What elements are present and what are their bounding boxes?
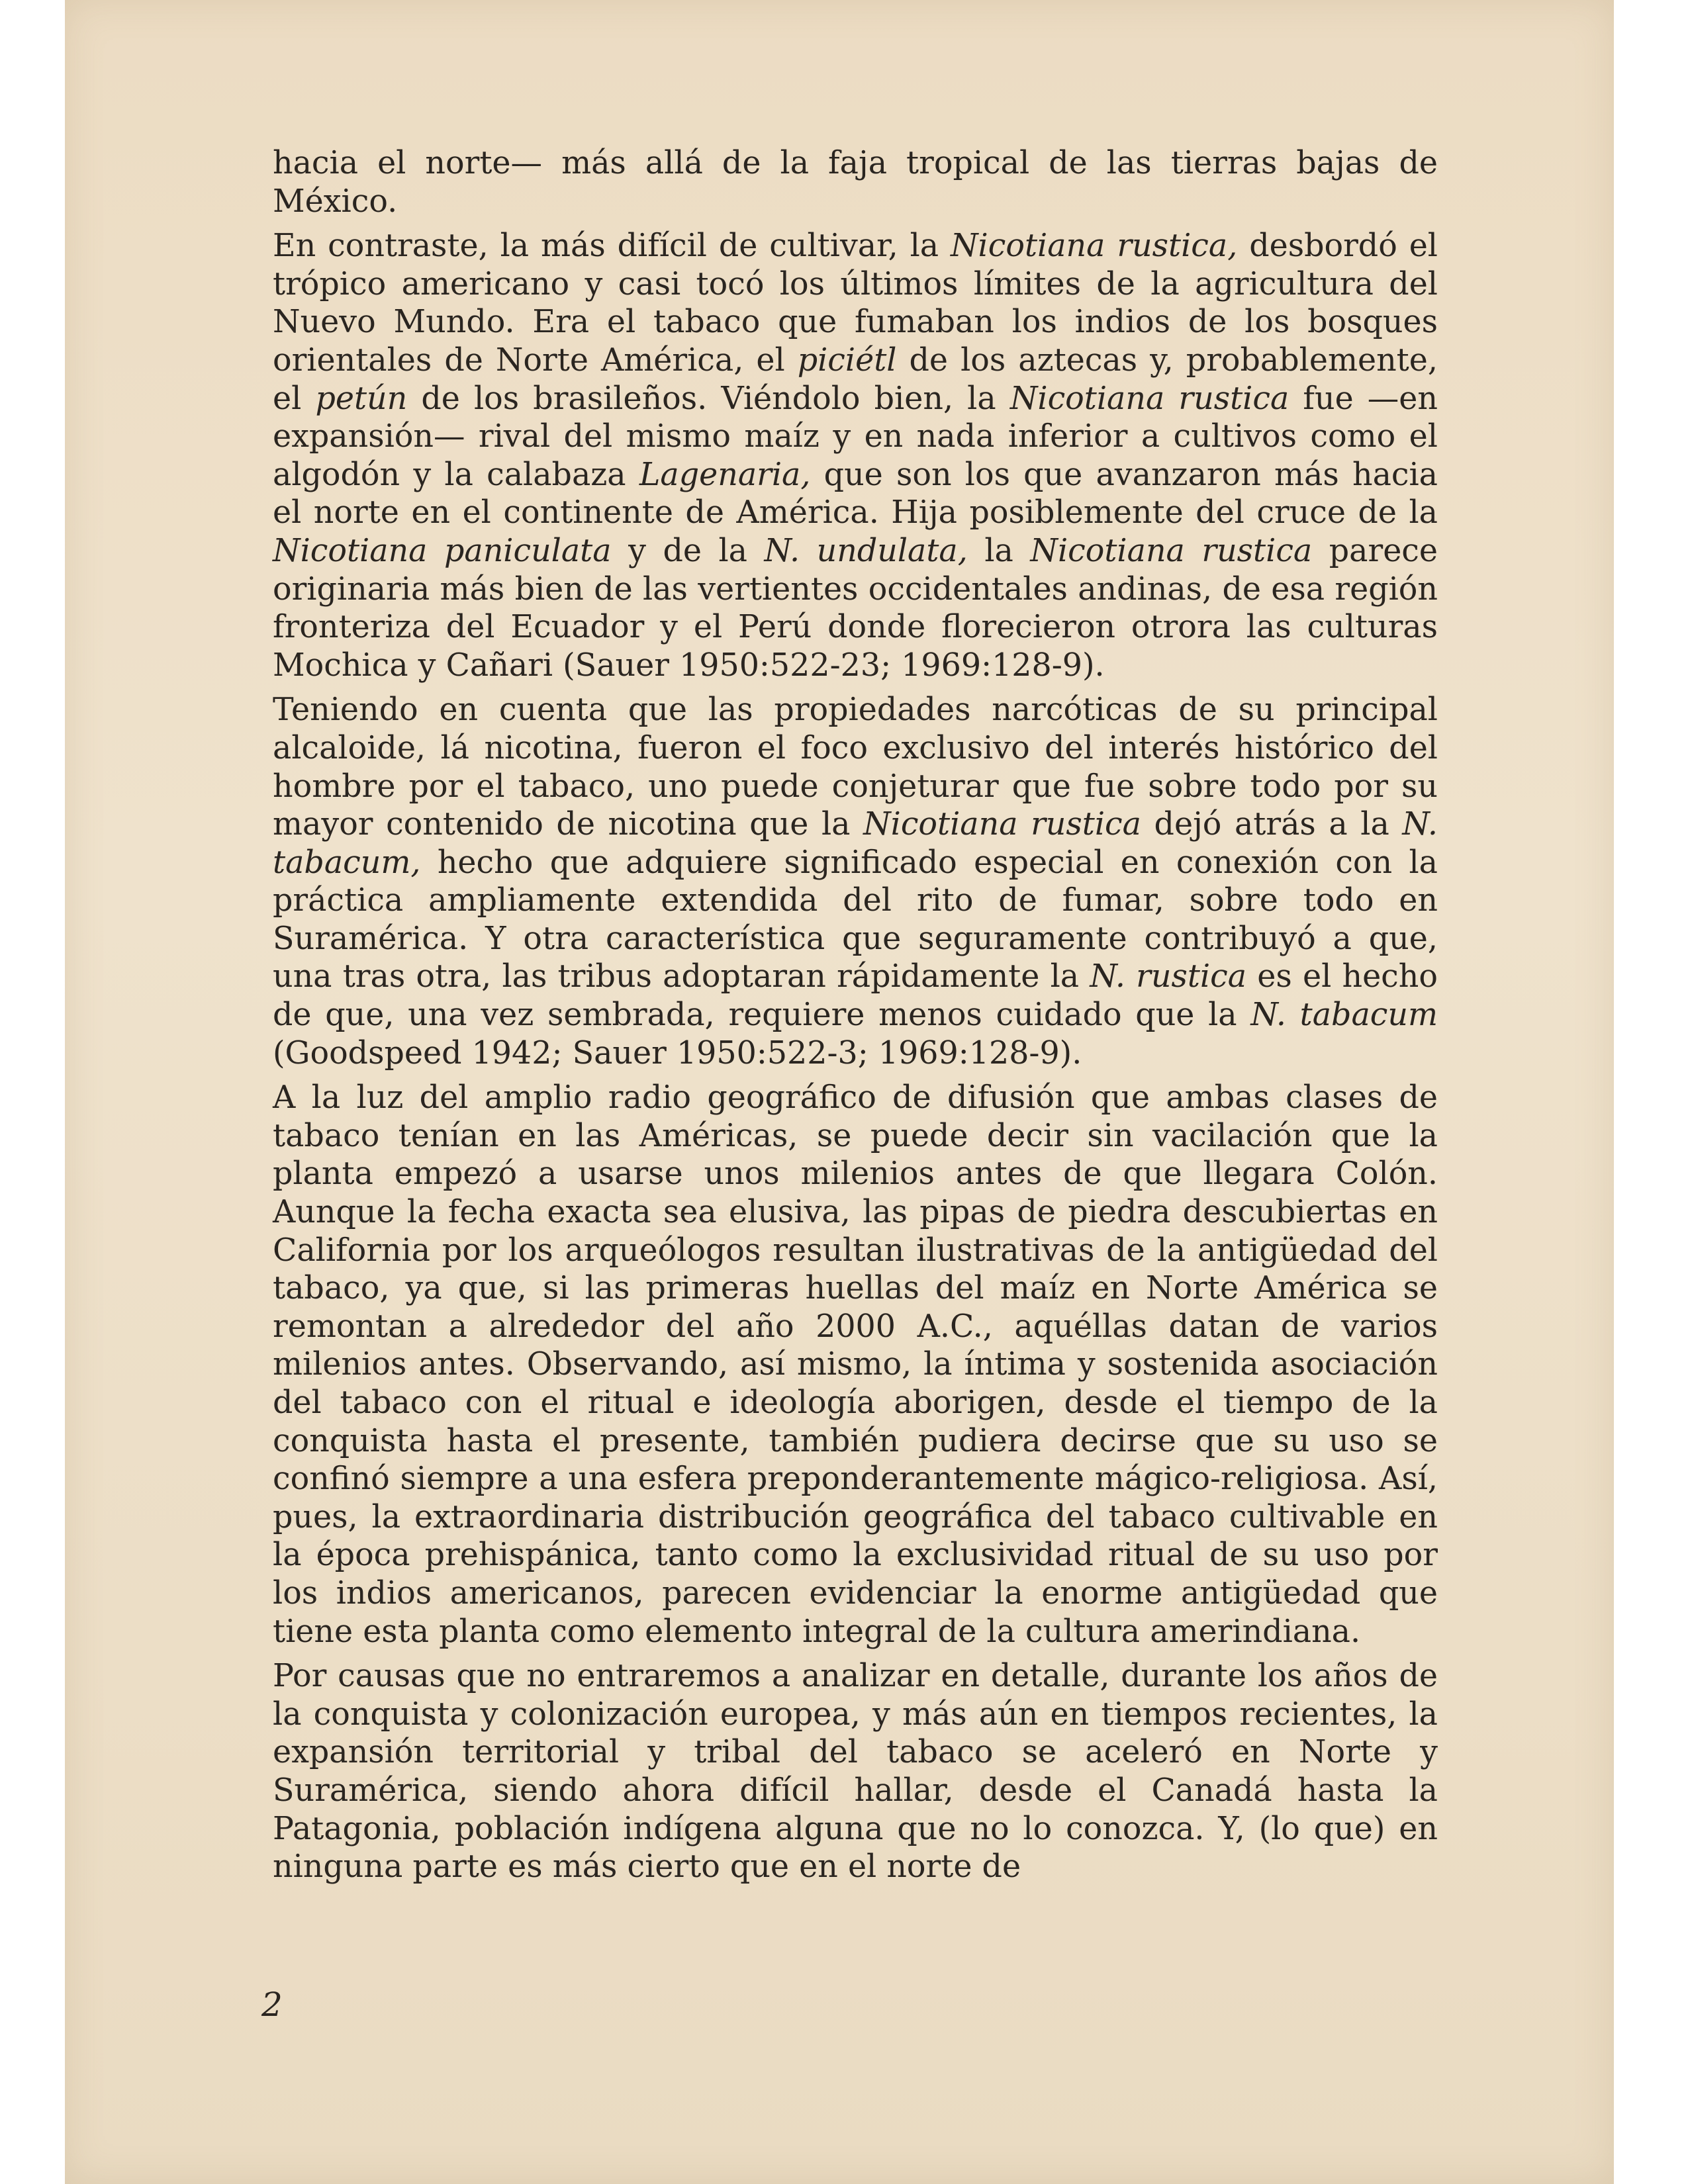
text-run: hacia el norte— más allá de la faja tropical de las tierras bajas de México. xyxy=(273,145,1438,220)
italic-text: Nicotiana rustica xyxy=(1009,380,1289,417)
page-number: 2 xyxy=(261,1985,283,2024)
italic-text: Nicotiana rustica xyxy=(1030,532,1313,569)
text-run: fue —en expansión— rival del mismo maíz y en nada inferior a cultivos como el algodón y la calabaza xyxy=(273,380,1438,493)
text-run: (Goodspeed 1942; Sauer 1950:522-3; 1969:128-9). xyxy=(273,1034,1082,1071)
text-run: que son los que avanzaron más hacia el norte en el continente de América. Hija posiblemente del cruce de la xyxy=(273,456,1438,531)
text-run: la xyxy=(967,532,1031,569)
italic-text: Nicotiana rustica, xyxy=(950,228,1238,265)
text-run: es el hecho de que, una vez sembrada, requiere menos cuidado que la xyxy=(273,958,1438,1034)
italic-text: N. rustica xyxy=(1090,958,1247,995)
text-run: parece originaria más bien de las vertientes occidentales andinas, de esa región fronteriza del Ecuador y el Perú donde florecieron otrora las culturas Mochica y Cañari (Sauer 1950:522-23; 1969:128-9). xyxy=(273,532,1438,684)
text-run: Por causas que no entraremos a analizar en detalle, durante los años de la conquista y colonización europea, y más aún en tiempos recientes, la expansión territorial y tribal del tabaco se aceleró en Norte y Suramérica, siendo ahora difícil hallar, desde el Canadá hasta la Patagonia, población indígena alguna que no lo conozca. Y, (lo que) en ninguna parte es más cierto que en el norte de xyxy=(273,1658,1438,1886)
italic-text: piciétl xyxy=(797,341,897,379)
text-run: dejó atrás a la xyxy=(1141,806,1403,843)
body-text xyxy=(273,144,1438,1893)
italic-text: Lagenaria, xyxy=(639,456,811,493)
text-run: A la luz del amplio radio geográfico de difusión que ambas clases de tabaco tenían en las Américas, se puede decir sin vacilación que la planta empezó a usarse unos milenios antes de que llegara Colón. Aunque la fecha exacta sea elusiva, las pipas de piedra descubiertas en California por los arqueólogos resultan ilustrativas de la antigüedad del tabaco, ya que, si las primeras huellas del maíz en Norte América se remontan a alrededor del año 2000 A.C., aquéllas datan de varios milenios antes. Observando, así mismo, la íntima y sostenida asociación del tabaco con el ritual e ideología aborigen, desde el tiempo de la conquista hasta el presente, también pudiera decirse que su uso se confinó siempre a una esfera preponderantemente mágico-religiosa. Así, pues, la extraordinaria distribución geográfica del tabaco cultivable en la época prehispánica, tanto como la exclusividad ritual de su uso por los indios americanos, parecen evidenciar la enorme antigüedad que tiene esta planta como elemento integral de la cultura amerindiana. xyxy=(273,1079,1438,1650)
paragraph xyxy=(273,144,1438,220)
paragraph xyxy=(273,227,1438,684)
text-run: y de la xyxy=(611,532,765,569)
text-run: Teniendo en cuenta que las propiedades narcóticas de su principal alcaloide, lá nicotina, fueron el foco exclusivo del interés histórico del hombre por el tabaco, uno puede conjeturar que fue sobre todo por su mayor contenido de nicotina que la xyxy=(273,692,1438,843)
text-run: desbordó el trópico americano y casi tocó los últimos límites de la agricultura del Nuevo Mundo. Era el tabaco que fumaban los indios de los bosques orientales de Norte América, el xyxy=(273,228,1438,379)
text-run: En contraste, la más difícil de cultivar, la xyxy=(273,228,951,265)
italic-text: petún xyxy=(315,380,408,417)
text-run: de los aztecas y, probablemente, el xyxy=(273,341,1438,417)
text-run: de los brasileños. Viéndolo bien, la xyxy=(407,380,1010,417)
italic-text: Nicotiana rustica xyxy=(863,806,1141,843)
paragraph xyxy=(273,1657,1438,1886)
italic-text: N. tabacum xyxy=(1250,997,1438,1034)
paragraph xyxy=(273,691,1438,1072)
italic-text: N. undulata, xyxy=(764,532,968,569)
text-run: hecho que adquiere significado especial en conexión con la práctica ampliamente extendida del rito de fumar, sobre todo en Suramérica. Y otra característica que seguramente contribuyó a que, una tras otra, las tribus adoptaran rápidamente la xyxy=(273,844,1438,995)
italic-text: Nicotiana paniculata xyxy=(273,532,612,569)
paragraph xyxy=(273,1079,1438,1651)
italic-text: N. tabacum, xyxy=(273,806,1438,881)
